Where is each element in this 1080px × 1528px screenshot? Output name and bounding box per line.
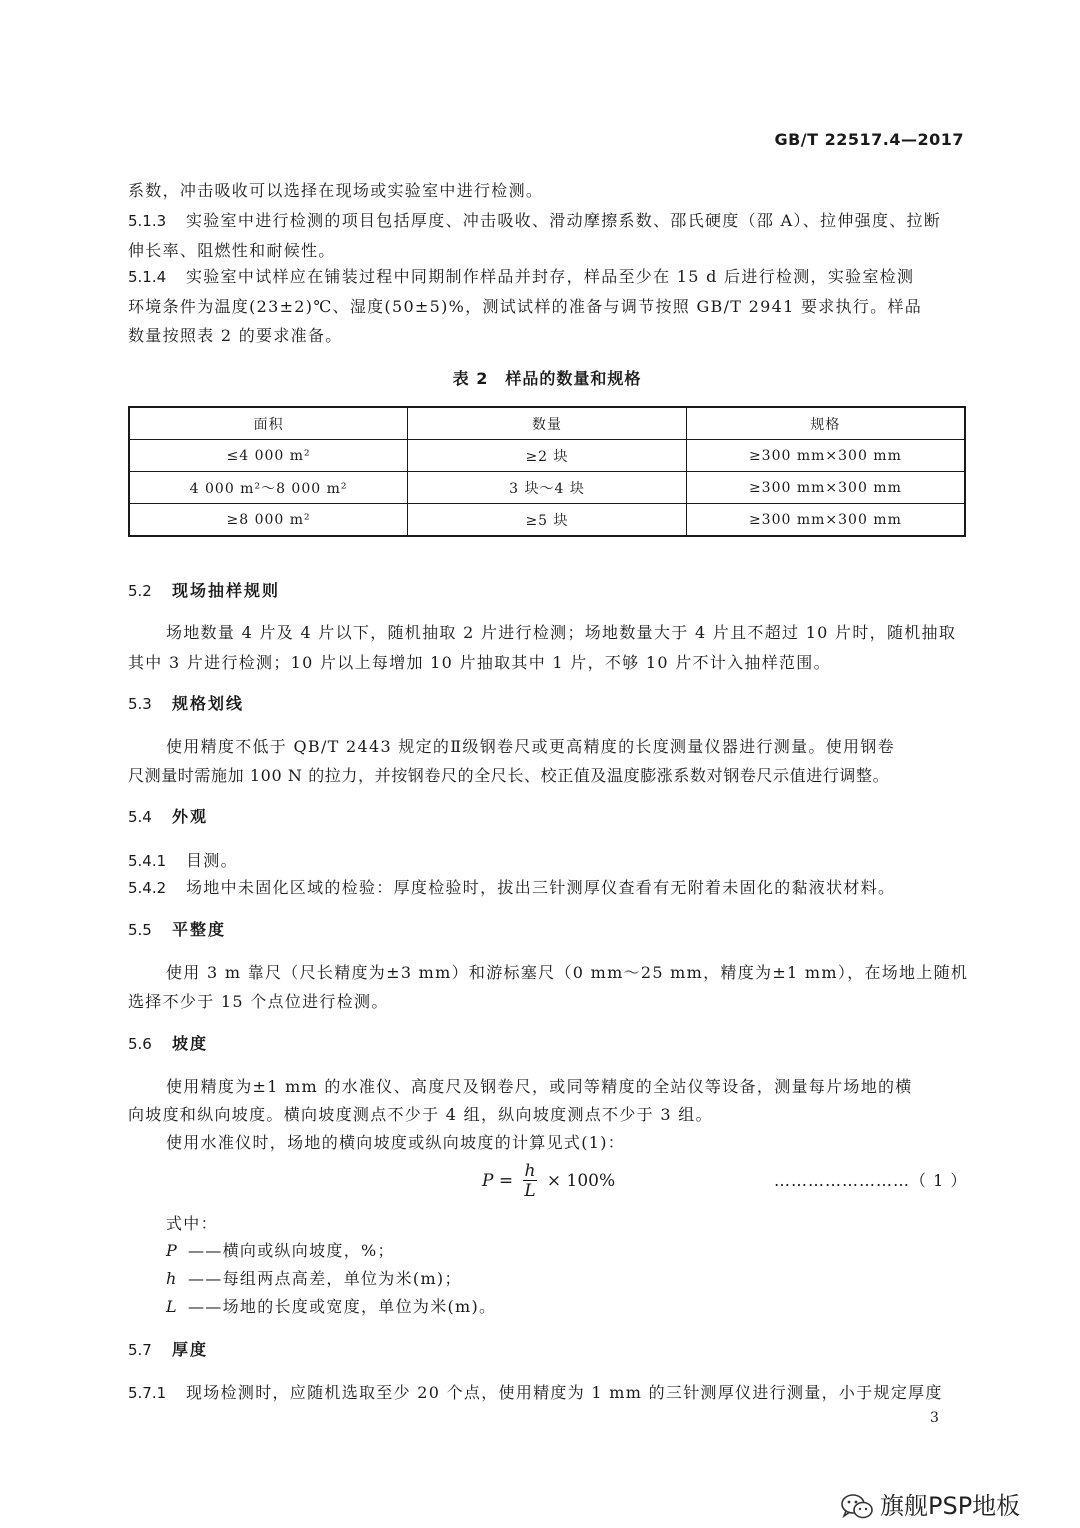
clause-text: 实验室中试样应在铺装过程中同期制作样品并封存，样品至少在 15 d 后进行检测，实验室检测 (186, 267, 915, 286)
clause-text: 目测。 (186, 851, 238, 870)
variable-desc: ——场地的长度或宽度，单位为米(m)。 (188, 1297, 497, 1316)
section-5-2-text-2: 其中 3 片进行检测；10 片以上每增加 10 片抽取其中 1 片，不够 10 片不计入抽样范围。 (128, 653, 831, 672)
section-number: 5.6 (128, 1035, 152, 1053)
section-heading-5-7 (128, 1337, 208, 1360)
standard-number: GB/T 22517.4—2017 (774, 130, 964, 149)
watermark (840, 1486, 1020, 1521)
table-row (129, 504, 965, 537)
watermark-text: 旗舰PSP地板 (880, 1492, 1021, 1520)
clause-number: 5.4.2 (128, 879, 167, 897)
section-title: 规格划线 (172, 694, 245, 713)
table-row (129, 440, 965, 472)
formula-fraction (523, 1162, 538, 1201)
table-caption: 表 2 样品的数量和规格 (452, 369, 642, 388)
table-cell: ≥300 mm×300 mm (686, 504, 965, 537)
table-cell: ≥2 块 (408, 440, 687, 472)
formula-equals: = (498, 1171, 514, 1191)
section-5-6-text-1: 使用精度为±1 mm 的水准仪、高度尺及钢卷尺，或同等精度的全站仪等设备，测量每片场地的横 (166, 1077, 913, 1096)
section-heading-5-3 (128, 691, 244, 714)
table-cell: ≥300 mm×300 mm (686, 472, 965, 504)
section-title: 坡度 (172, 1034, 209, 1053)
table-cell: ≤4 000 m² (129, 440, 408, 472)
section-5-3-text-2: 尺测量时需施加 100 N 的拉力，并按钢卷尺的全尺长、校正值及温度膨涨系数对钢卷尺示值进行调整。 (128, 766, 890, 785)
header-cell-spec: 规格 (686, 407, 965, 440)
paragraph-continuation: 系数，冲击吸收可以选择在现场或实验室中进行检测。 (128, 181, 544, 200)
variable-symbol: P (166, 1241, 179, 1260)
variable-symbol: L (166, 1297, 178, 1316)
section-title: 外观 (172, 807, 209, 826)
section-heading-5-6 (128, 1031, 208, 1054)
header-cell-area: 面积 (129, 407, 408, 440)
section-number: 5.7 (128, 1341, 152, 1359)
wechat-icon (840, 1493, 874, 1521)
clause-5-1-4-cont1: 环境条件为温度(23±2)℃、湿度(50±5)%，测试试样的准备与调节按照 GB/T 2941 要求执行。样品 (128, 297, 923, 316)
table-header-row (129, 407, 965, 440)
section-5-6-text-3: 使用水准仪时，场地的横向坡度或纵向坡度的计算见式(1)： (166, 1133, 626, 1152)
table-cell: 3 块～4 块 (408, 472, 687, 504)
clause-text: 现场检测时，应随机选取至少 20 个点，使用精度为 1 mm 的三针测厚仪进行测量，小于规定厚度 (186, 1383, 943, 1402)
clause-text: 场地中未固化区域的检验：厚度检验时，拔出三针测厚仪查看有无附着未固化的黏液状材料。 (186, 878, 896, 897)
clause-number: 5.1.4 (128, 268, 167, 286)
section-number: 5.2 (128, 582, 152, 600)
clause-text: 实验室中进行检测的项目包括厚度、冲击吸收、滑动摩擦系数、邵氏硬度（邵 A）、拉伸强度、拉断 (186, 211, 942, 230)
variable-definition (166, 1238, 395, 1261)
slope-formula (482, 1162, 615, 1201)
formula-numerator: h (524, 1161, 536, 1181)
section-heading-5-5 (128, 917, 226, 940)
formula-denominator: L (524, 1181, 536, 1201)
clause-5-7-1 (128, 1380, 943, 1403)
section-number: 5.3 (128, 695, 152, 713)
header-cell-quantity: 数量 (408, 407, 687, 440)
variable-definition (166, 1266, 462, 1289)
table-cell: ≥5 块 (408, 504, 687, 537)
section-heading-5-2 (128, 578, 280, 601)
clause-number: 5.4.1 (128, 852, 167, 870)
variable-desc: ——每组两点高差，单位为米(m)； (188, 1269, 462, 1288)
section-title: 厚度 (172, 1340, 209, 1359)
section-5-3-text-1: 使用精度不低于 QB/T 2443 规定的Ⅱ级钢卷尺或更高精度的长度测量仪器进行测量。使用钢卷 (166, 737, 895, 756)
section-number: 5.4 (128, 808, 152, 826)
clause-5-1-3 (128, 208, 941, 231)
formula-lhs: P (482, 1171, 494, 1191)
clause-5-4-2 (128, 875, 895, 898)
table-cell: ≥8 000 m² (129, 504, 408, 537)
section-5-5-text-2: 选择不少于 15 个点位进行检测。 (128, 992, 389, 1011)
table-cell: ≥300 mm×300 mm (686, 440, 965, 472)
section-title: 平整度 (172, 920, 227, 939)
equation-number: ……………………（ 1 ） (774, 1171, 968, 1190)
section-5-5-text-1: 使用 3 m 靠尺（尺长精度为±3 mm）和游标塞尺（0 mm～25 mm，精度为±1 mm），在场地上随机 (166, 963, 969, 982)
section-5-2-text-1: 场地数量 4 片及 4 片以下，随机抽取 2 片进行检测；场地数量大于 4 片且不超过 10 片时，随机抽取 (166, 623, 957, 642)
section-heading-5-4 (128, 804, 208, 827)
table-cell: 4 000 m²～8 000 m² (129, 472, 408, 504)
formula-rhs: × 100% (546, 1171, 616, 1191)
clause-number: 5.1.3 (128, 212, 167, 230)
section-title: 现场抽样规则 (172, 581, 281, 600)
clause-5-1-4 (128, 264, 914, 287)
table-row (129, 472, 965, 504)
where-label: 式中： (166, 1214, 218, 1233)
clause-5-4-1 (128, 848, 238, 871)
clause-5-1-3-cont: 伸长率、阻燃性和耐候性。 (128, 241, 336, 260)
variable-definition (166, 1294, 496, 1317)
section-number: 5.5 (128, 921, 152, 939)
page-number: 3 (930, 1410, 939, 1426)
clause-5-1-4-cont2: 数量按照表 2 的要求准备。 (128, 326, 343, 345)
variable-desc: ——横向或纵向坡度，%； (188, 1241, 395, 1260)
section-5-6-text-2: 向坡度和纵向坡度。横向坡度测点不少于 4 组，纵向坡度测点不少于 3 组。 (128, 1105, 713, 1124)
clause-number: 5.7.1 (128, 1384, 167, 1402)
variable-symbol: h (166, 1269, 178, 1288)
sample-spec-table (128, 406, 966, 537)
